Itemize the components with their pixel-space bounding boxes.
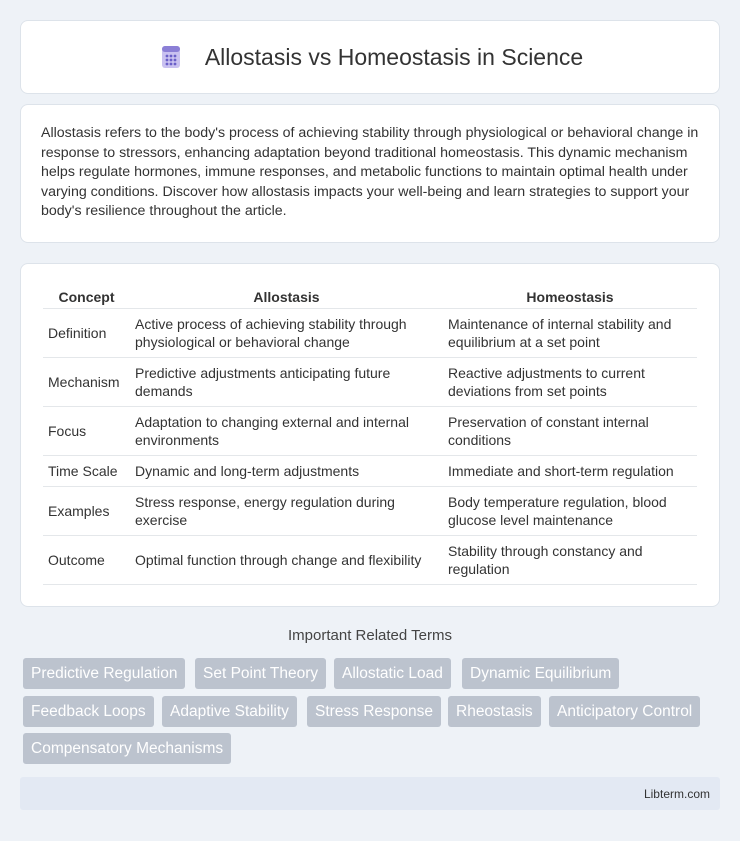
tag-predictive-regulation[interactable]: Predictive Regulation: [23, 658, 185, 689]
tag-stress-response[interactable]: Stress Response: [307, 696, 441, 727]
tag-dynamic-equilibrium[interactable]: Dynamic Equilibrium: [462, 658, 619, 689]
table-row: [43, 357, 697, 406]
table-cell: Active process of achieving stability through physiological or behavioral change: [130, 308, 443, 357]
table-row: [43, 308, 697, 357]
table-row: [43, 406, 697, 455]
table-cell: Adaptation to changing external and internal environments: [130, 406, 443, 455]
table-row: [43, 455, 697, 486]
table-cell: Stability through constancy and regulation: [443, 535, 697, 584]
table-cell: Dynamic and long-term adjustments: [130, 455, 443, 486]
page-title: Allostasis vs Homeostasis in Science: [204, 43, 584, 70]
column-header-allostasis: Allostasis: [130, 284, 443, 308]
table-header-row: [43, 284, 697, 308]
comparison-table: [43, 284, 697, 585]
tag-allostatic-load[interactable]: Allostatic Load: [334, 658, 451, 689]
footer-site-link[interactable]: Libterm.com: [643, 787, 710, 801]
tag-adaptive-stability[interactable]: Adaptive Stability: [162, 696, 297, 727]
table-cell: Time Scale: [43, 455, 130, 486]
footer: [20, 777, 720, 810]
tag-rheostasis[interactable]: Rheostasis: [448, 696, 541, 727]
column-header-concept: Concept: [43, 284, 130, 308]
calculator-icon: [157, 43, 185, 71]
related-terms-heading: Important Related Terms: [288, 627, 452, 644]
tag-set-point-theory[interactable]: Set Point Theory: [195, 658, 326, 689]
table-cell: Stress response, energy regulation during exercise: [130, 486, 443, 535]
tag-anticipatory-control[interactable]: Anticipatory Control: [549, 696, 700, 727]
table-cell: Predictive adjustments anticipating future demands: [130, 357, 443, 406]
tag-compensatory-mechanisms[interactable]: Compensatory Mechanisms: [23, 733, 231, 764]
table-cell: Mechanism: [43, 357, 130, 406]
table-cell: Preservation of constant internal conditions: [443, 406, 697, 455]
table-row: [43, 535, 697, 584]
table-cell: Focus: [43, 406, 130, 455]
table-cell: Body temperature regulation, blood glucose level maintenance: [443, 486, 697, 535]
tag-feedback-loops[interactable]: Feedback Loops: [23, 696, 154, 727]
column-header-homeostasis: Homeostasis: [443, 284, 697, 308]
intro-card: [20, 104, 720, 243]
header-card: [20, 20, 720, 94]
comparison-table-card: [20, 263, 720, 607]
intro-text: Allostasis refers to the body's process of achieving stability through physiological or behavioral change in response to stressors, enhancing adaptation beyond traditional homeostasis. This dynamic mechanism helps regulate hormones, immune responses, and metabolic functions to maintain optimal health under varying conditions. Discover how allostasis impacts your well-being and learn strategies to support your body's resilience throughout the article.: [41, 125, 699, 219]
table-cell: Immediate and short-term regulation: [443, 455, 697, 486]
table-cell: Examples: [43, 486, 130, 535]
table-row: [43, 486, 697, 535]
table-cell: Optimal function through change and flexibility: [130, 535, 443, 584]
table-cell: Reactive adjustments to current deviations from set points: [443, 357, 697, 406]
table-cell: Maintenance of internal stability and equilibrium at a set point: [443, 308, 697, 357]
table-cell: Outcome: [43, 535, 130, 584]
table-cell: Definition: [43, 308, 130, 357]
